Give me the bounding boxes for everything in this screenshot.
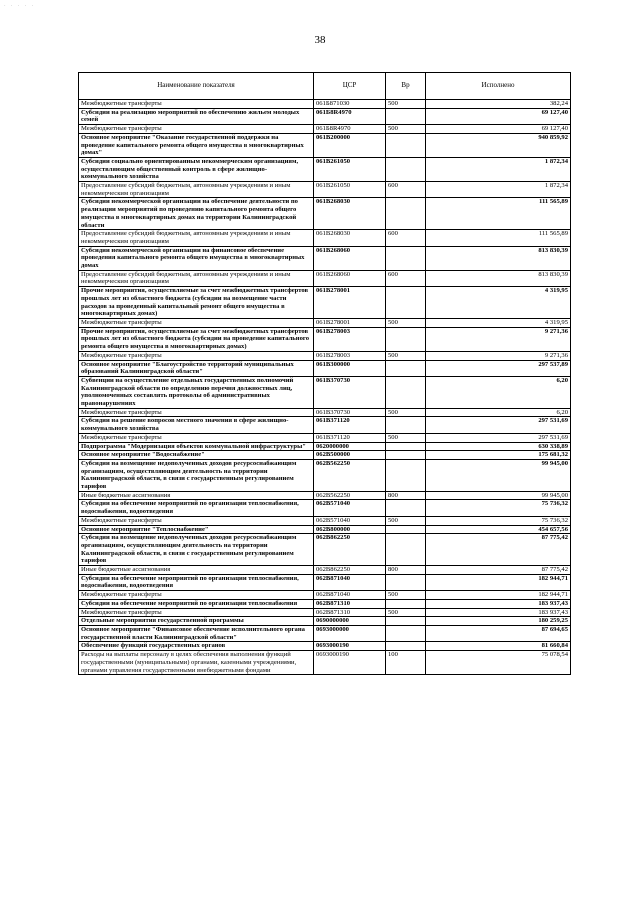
cell-vr [386,626,426,642]
cell-vr [386,198,426,230]
table-row [79,651,571,675]
table-row [79,270,571,286]
cell-csr: 0693000190 [314,642,386,651]
table-row [79,108,571,124]
cell-name: Субсидии некоммерческой организации на финансовое обеспечение проведения капитального ремонта общего имущества в многоквартирных домах [79,246,314,270]
cell-name: Межбюджетные трансферты [79,608,314,617]
cell-csr: 062B571040 [314,516,386,525]
cell-name: Прочие мероприятия, осуществляемые за счет межбюджетных трансфертов прошлых лет из областного бюджета (субсидии на возмещение части расходов за проведенный капитальный ремонт общего имущества в многоквартирных домах) [79,287,314,319]
cell-name: Основное мероприятие "Оказание государственной поддержки на проведение капитального ремонта общего имущества в многоквартирных домах" [79,133,314,157]
cell-name: Основное мероприятие "Водоснабжение" [79,451,314,460]
page-number: 38 [314,34,326,46]
cell-executed: 9 271,36 [426,327,571,351]
table-row [79,287,571,319]
header-csr: ЦСР [314,73,386,100]
cell-vr: 800 [386,566,426,575]
header-executed: Исполнено [426,73,571,100]
cell-csr: 062B862250 [314,534,386,566]
cell-executed: 1 872,34 [426,182,571,198]
cell-name: Субсидии на решение вопросов местного значения в сфере жилищно-коммунального хозяйства [79,417,314,433]
cell-name: Подпрограмма "Модернизация объектов коммунальной инфраструктуры" [79,442,314,451]
table-row [79,182,571,198]
cell-vr [386,133,426,157]
table-row [79,451,571,460]
cell-vr [386,157,426,181]
table-row [79,617,571,626]
cell-executed: 69 127,40 [426,108,571,124]
cell-name: Межбюджетные трансферты [79,408,314,417]
cell-name: Иные бюджетные ассигнования [79,566,314,575]
cell-csr: 061Б8R4970 [314,125,386,134]
cell-executed: 9 271,36 [426,351,571,360]
table-row [79,198,571,230]
table-row [79,327,571,351]
table-row [79,566,571,575]
cell-executed: 111 565,89 [426,230,571,246]
table-header-row [79,73,571,100]
table-row [79,417,571,433]
cell-csr: 061B261050 [314,157,386,181]
table-row [79,246,571,270]
cell-csr: 062B871040 [314,574,386,590]
cell-executed: 1 872,34 [426,157,571,181]
cell-executed: 81 660,84 [426,642,571,651]
cell-vr [386,599,426,608]
cell-csr: 061B261050 [314,182,386,198]
cell-name: Межбюджетные трансферты [79,351,314,360]
cell-name: Субсидии на возмещение недополученных доходов ресурсоснабжающим организациям, осуществляющим деятельность на территории Калининградской области, в связи с государственным регулированием тарифов [79,534,314,566]
cell-name: Предоставление субсидий бюджетным, автономным учреждениям и иным некоммерческим организациям [79,270,314,286]
budget-execution-table [78,72,571,675]
cell-vr [386,574,426,590]
cell-executed: 813 830,39 [426,270,571,286]
table-row [79,642,571,651]
table-row [79,433,571,442]
table-row [79,318,571,327]
cell-executed: 75 736,32 [426,516,571,525]
cell-executed: 297 531,69 [426,433,571,442]
cell-csr: 061B268030 [314,198,386,230]
cell-name: Предоставление субсидий бюджетным, автономным учреждениям и иным некоммерческим организациям [79,230,314,246]
table-row [79,574,571,590]
cell-name: Межбюджетные трансферты [79,318,314,327]
cell-csr: 0693000000 [314,626,386,642]
cell-vr [386,287,426,319]
cell-name: Прочие мероприятия, осуществляемые за счет межбюджетных трансфертов прошлых лет из областного бюджета (субсидии на проведение капитального ремонта общего имущества в многоквартирных домах) [79,327,314,351]
cell-csr: 062B571040 [314,500,386,516]
cell-executed: 183 937,43 [426,599,571,608]
cell-vr [386,459,426,491]
table-row [79,459,571,491]
cell-name: Субсидии на обеспечение мероприятий по организации теплоснабжения, водоснабжения, водоотведения [79,574,314,590]
cell-name: Межбюджетные трансферты [79,433,314,442]
cell-executed: 111 565,89 [426,198,571,230]
cell-executed: 75 078,54 [426,651,571,675]
cell-vr: 500 [386,408,426,417]
cell-vr: 500 [386,318,426,327]
cell-csr: 061B370730 [314,408,386,417]
cell-csr: 061B200000 [314,133,386,157]
table-row [79,525,571,534]
cell-csr: 061B268060 [314,270,386,286]
cell-csr: 0690000000 [314,617,386,626]
cell-executed: 87 775,42 [426,566,571,575]
cell-csr: 061B371120 [314,417,386,433]
table-row [79,376,571,408]
cell-executed: 87 694,65 [426,626,571,642]
cell-name: Субвенции на осуществление отдельных государственных полномочий Калининградской области по определению перечня должностных лиц, уполномоченных составлять протоколы об административных правонарушениях [79,376,314,408]
cell-csr: 061B268060 [314,246,386,270]
cell-csr: 061B268030 [314,230,386,246]
cell-csr: 061B278001 [314,318,386,327]
cell-csr: 0620000000 [314,442,386,451]
cell-executed: 182 944,71 [426,591,571,600]
cell-csr: 062B871310 [314,599,386,608]
cell-executed: 940 859,92 [426,133,571,157]
cell-name: Иные бюджетные ассигнования [79,491,314,500]
header-vr: Вр [386,73,426,100]
table-row [79,133,571,157]
cell-executed: 69 127,40 [426,125,571,134]
cell-csr: 061B370730 [314,376,386,408]
cell-name: Субсидии на реализацию мероприятий по обеспечению жильем молодых семей [79,108,314,124]
cell-csr: 062B871040 [314,591,386,600]
table-row [79,516,571,525]
cell-executed: 630 338,89 [426,442,571,451]
cell-executed: 454 657,56 [426,525,571,534]
cell-name: Основное мероприятие "Благоустройство территорий муниципальных образований Калининградской области" [79,360,314,376]
cell-name: Предоставление субсидий бюджетным, автономным учреждениям и иным некоммерческим организациям [79,182,314,198]
cell-name: Обеспечение функций государственных органов [79,642,314,651]
scan-artifact: · · · · · [4,4,36,9]
table-row [79,100,571,109]
cell-name: Субсидии некоммерческой организации на обеспечение деятельности по реализации мероприятий по проведению капитального ремонта общего имущества в многоквартирных домах на территории Калининградской области [79,198,314,230]
cell-csr: 061B278001 [314,287,386,319]
cell-name: Межбюджетные трансферты [79,100,314,109]
cell-csr: 062B500000 [314,451,386,460]
cell-csr: 062B562250 [314,491,386,500]
table-row [79,626,571,642]
table-row [79,157,571,181]
cell-executed: 297 537,89 [426,360,571,376]
cell-vr [386,617,426,626]
cell-executed: 297 531,69 [426,417,571,433]
cell-name: Субсидии на возмещение недополученных доходов ресурсоснабжающим организациям, осуществляющим деятельность на территории Калининградской области, в связи с государственным регулированием тарифов [79,459,314,491]
cell-vr [386,525,426,534]
cell-name: Межбюджетные трансферты [79,516,314,525]
table-row [79,442,571,451]
cell-executed: 6,20 [426,408,571,417]
table-row [79,351,571,360]
cell-name: Расходы на выплаты персоналу в целях обеспечения выполнения функций государственными (муниципальными) органами, казенными учреждениями, органами управления государственными внебюджетными фондами [79,651,314,675]
cell-executed: 4 319,95 [426,318,571,327]
table-row [79,608,571,617]
cell-executed: 87 775,42 [426,534,571,566]
cell-vr: 500 [386,100,426,109]
cell-vr [386,327,426,351]
cell-executed: 382,24 [426,100,571,109]
cell-vr: 500 [386,516,426,525]
cell-vr: 100 [386,651,426,675]
table-row [79,599,571,608]
cell-csr: 061B278003 [314,351,386,360]
cell-csr: 061Б871030 [314,100,386,109]
cell-csr: 062B800000 [314,525,386,534]
cell-vr [386,246,426,270]
table-row [79,230,571,246]
cell-vr [386,376,426,408]
cell-vr [386,451,426,460]
table-row [79,500,571,516]
cell-vr [386,417,426,433]
cell-name: Отдельные мероприятия государственной программы [79,617,314,626]
table-row [79,125,571,134]
cell-name: Межбюджетные трансферты [79,125,314,134]
cell-vr [386,642,426,651]
cell-vr: 600 [386,270,426,286]
cell-vr: 800 [386,491,426,500]
cell-csr: 062B862250 [314,566,386,575]
cell-vr [386,360,426,376]
table-row [79,491,571,500]
cell-name: Межбюджетные трансферты [79,591,314,600]
cell-executed: 180 259,25 [426,617,571,626]
cell-executed: 182 944,71 [426,574,571,590]
cell-name: Основное мероприятие "Финансовое обеспечение исполнительного органа государственной власти Калининградской области" [79,626,314,642]
cell-executed: 99 945,00 [426,491,571,500]
cell-executed: 175 681,32 [426,451,571,460]
cell-vr [386,442,426,451]
cell-csr: 062B871310 [314,608,386,617]
cell-name: Субсидии на обеспечение мероприятий по организации теплоснабжения [79,599,314,608]
cell-executed: 813 830,39 [426,246,571,270]
cell-name: Субсидии социально ориентированным некоммерческим организациям, осуществляющим общественный контроль в сфере жилищно-коммунального хозяйства [79,157,314,181]
cell-csr: 061B371120 [314,433,386,442]
cell-executed: 75 736,32 [426,500,571,516]
table-row [79,360,571,376]
cell-vr: 600 [386,230,426,246]
cell-vr [386,534,426,566]
table-row [79,534,571,566]
cell-csr: 061Б8R4970 [314,108,386,124]
cell-vr: 500 [386,125,426,134]
cell-executed: 6,20 [426,376,571,408]
cell-csr: 0693000190 [314,651,386,675]
cell-executed: 99 945,00 [426,459,571,491]
cell-vr: 500 [386,608,426,617]
cell-name: Субсидии на обеспечение мероприятий по организации теплоснабжения, водоснабжения, водоотведения [79,500,314,516]
cell-vr [386,108,426,124]
table-row [79,408,571,417]
header-name: Наименование показателя [79,73,314,100]
cell-vr: 500 [386,433,426,442]
cell-vr: 500 [386,591,426,600]
cell-csr: 061B278003 [314,327,386,351]
cell-vr: 600 [386,182,426,198]
cell-executed: 183 937,43 [426,608,571,617]
cell-vr [386,500,426,516]
table-row [79,591,571,600]
cell-csr: 061B300000 [314,360,386,376]
cell-name: Основное мероприятие "Теплоснабжение" [79,525,314,534]
cell-executed: 4 319,95 [426,287,571,319]
cell-vr: 500 [386,351,426,360]
cell-csr: 062B562250 [314,459,386,491]
